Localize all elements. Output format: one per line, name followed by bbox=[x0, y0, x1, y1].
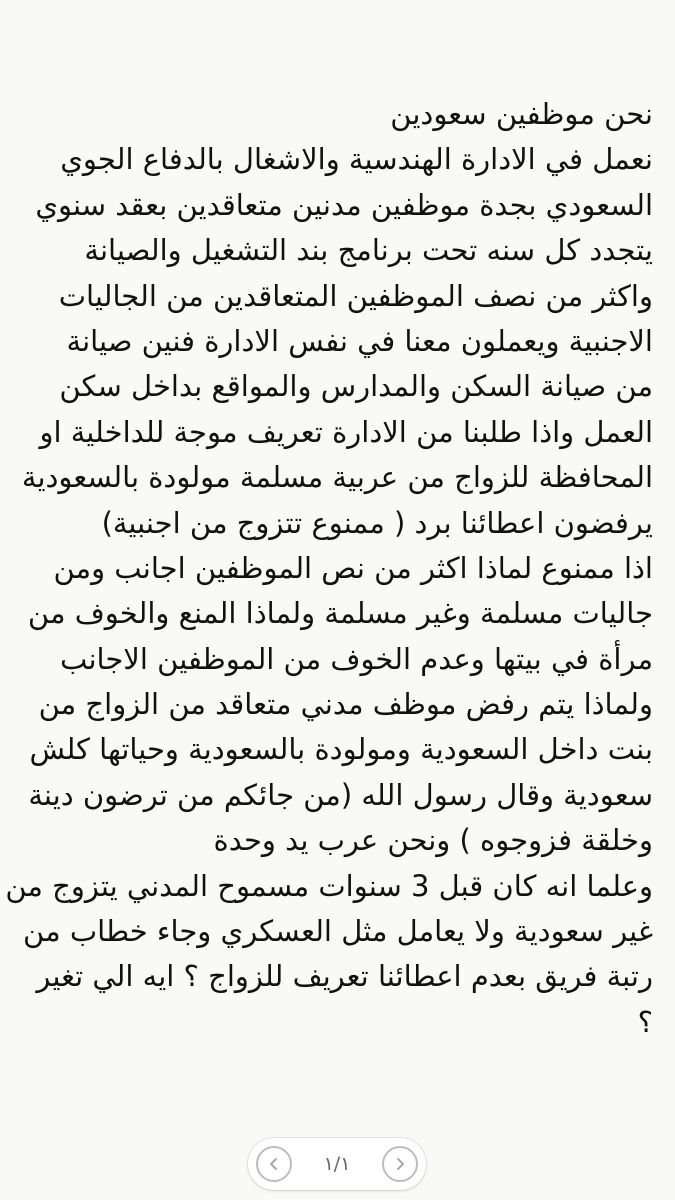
text-line: واكثر من نصف الموظفين المتعاقدين من الجاليات bbox=[58, 278, 653, 313]
next-page-button[interactable] bbox=[382, 1146, 418, 1182]
text-line: ؟ bbox=[637, 1004, 653, 1039]
text-line: العمل واذا طلبنا من الادارة تعريف موجة للداخلية او bbox=[39, 414, 653, 449]
page-navigator bbox=[248, 1138, 426, 1190]
letter-body bbox=[5, 92, 653, 1045]
previous-page-button[interactable] bbox=[256, 1146, 292, 1182]
text-line: سعودية وقال رسول الله (من جائكم من ترضون دينة bbox=[28, 777, 653, 812]
text-line: اذا ممنوع لماذا اكثر من نص الموظفين اجانب ومن bbox=[53, 550, 653, 585]
chevron-right-icon bbox=[393, 1157, 407, 1171]
text-line: وخلقة فزوجوه ) ونحن عرب يد وحدة bbox=[213, 823, 653, 858]
text-line: من صيانة السكن والمدارس والمواقع بداخل سكن bbox=[59, 369, 653, 404]
text-line: المحافظة للزواج من عربية مسلمة مولودة بالسعودية bbox=[21, 460, 653, 495]
text-line: نعمل في الادارة الهندسية والاشغال بالدفاع الجوي bbox=[60, 142, 653, 177]
text-line: رتبة فريق بعدم اعطائنا تعريف للزواج ؟ ايه الي تغير bbox=[36, 959, 653, 994]
text-line: السعودي بجدة موظفين مدنين متعاقدين بعقد سنوي bbox=[35, 187, 653, 222]
text-line: بنت داخل السعودية ومولودة بالسعودية وحياتها كلش bbox=[29, 732, 653, 767]
text-line: يرفضون اعطائنا برد ( ممنوع تتزوج من اجنبية) bbox=[101, 505, 653, 540]
text-line: يتجدد كل سنه تحت برنامج بند التشغيل والصيانة bbox=[84, 233, 653, 268]
text-line: مرأة في بيتها وعدم الخوف من الموظفين الاجانب bbox=[60, 641, 653, 676]
text-line: الاجنبية ويعملون معنا في نفس الادارة فنين صيانة bbox=[66, 323, 653, 358]
text-line: غير سعودية ولا يعامل مثل العسكري وجاء خطاب من bbox=[23, 914, 653, 949]
text-line: وعلما انه كان قبل 3 سنوات مسموح المدني يتزوج من bbox=[5, 868, 653, 903]
text-line: نحن موظفين سعودين bbox=[390, 97, 653, 131]
text-line: جاليات مسلمة وغير مسلمة ولماذا المنع والخوف من bbox=[27, 596, 653, 631]
chevron-left-icon bbox=[267, 1157, 281, 1171]
text-line: ولماذا يتم رفض موظف مدني متعاقد من الزواج من bbox=[38, 687, 653, 722]
page-indicator: ١/١ bbox=[323, 1153, 351, 1175]
